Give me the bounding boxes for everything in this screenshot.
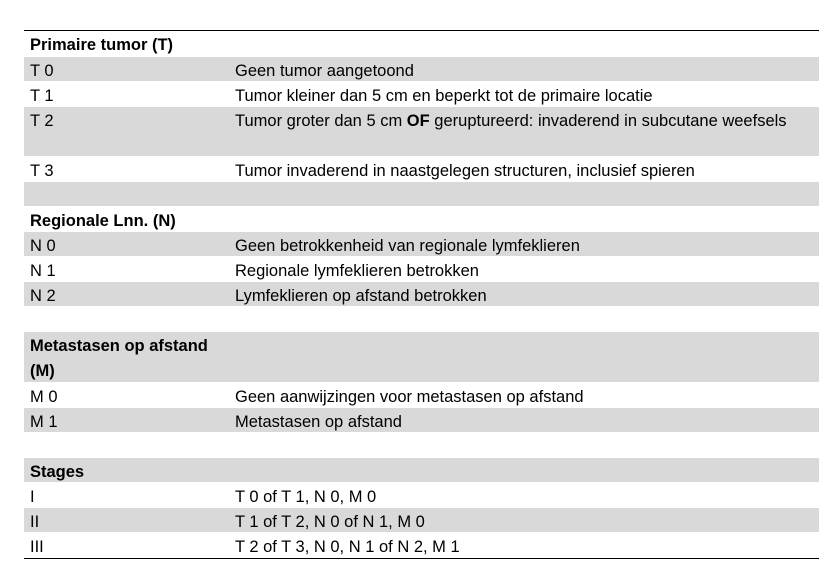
m-section-header-row — [24, 332, 819, 383]
spacer-row — [24, 433, 819, 458]
n-section-header-row — [24, 207, 819, 232]
row-description: Tumor groter dan 5 cm OF geruptureerd: invaderend in subcutane weefsels — [235, 112, 787, 130]
t-section-header-row — [24, 30, 819, 57]
row-code: II — [30, 513, 40, 531]
table-row — [24, 408, 819, 433]
row-description: Metastasen op afstand — [235, 413, 402, 431]
n-section-header: Regionale Lnn. (N) — [30, 212, 176, 230]
row-code: M 1 — [30, 413, 58, 431]
row-description: T 0 of T 1, N 0, M 0 — [235, 488, 377, 506]
table-row — [24, 82, 819, 107]
row-description: Tumor invaderend in naastgelegen structuren, inclusief spieren — [235, 162, 695, 180]
row-code: T 2 — [30, 112, 54, 130]
row-code: T 3 — [30, 162, 54, 180]
table-row — [24, 533, 819, 559]
stages-section-header: Stages — [30, 463, 85, 481]
spacer-row — [24, 307, 819, 332]
row-description: Geen tumor aangetoond — [235, 62, 414, 80]
table-row — [24, 508, 819, 533]
tnm-staging-table — [24, 30, 819, 559]
row-code: N 1 — [30, 262, 56, 280]
table-row — [24, 157, 819, 182]
table-row — [24, 107, 819, 157]
row-description: Geen aanwijzingen voor metastasen op afstand — [235, 388, 584, 406]
row-code: T 1 — [30, 87, 54, 105]
table-row — [24, 257, 819, 282]
row-code: N 0 — [30, 237, 56, 255]
row-code: I — [30, 488, 35, 506]
row-description: Tumor kleiner dan 5 cm en beperkt tot de primaire locatie — [235, 87, 653, 105]
row-description: Lymfeklieren op afstand betrokken — [235, 287, 487, 305]
row-description: Regionale lymfeklieren betrokken — [235, 262, 479, 280]
table-row — [24, 383, 819, 408]
table-row — [24, 232, 819, 257]
table-row — [24, 57, 819, 82]
spacer-row — [24, 182, 819, 207]
table-row — [24, 282, 819, 307]
row-description: T 1 of T 2, N 0 of N 1, M 0 — [235, 513, 425, 531]
m-section-header: Metastasen op afstand (M) — [30, 337, 208, 380]
row-code: M 0 — [30, 388, 58, 406]
t-section-header: Primaire tumor (T) — [30, 36, 174, 54]
emphasis-or: OF — [406, 112, 430, 130]
table-row — [24, 483, 819, 508]
row-code: N 2 — [30, 287, 56, 305]
row-code: T 0 — [30, 62, 54, 80]
stages-section-header-row — [24, 458, 819, 483]
row-code: III — [30, 538, 44, 556]
row-description: T 2 of T 3, N 0, N 1 of N 2, M 1 — [235, 538, 460, 556]
row-description: Geen betrokkenheid van regionale lymfeklieren — [235, 237, 580, 255]
